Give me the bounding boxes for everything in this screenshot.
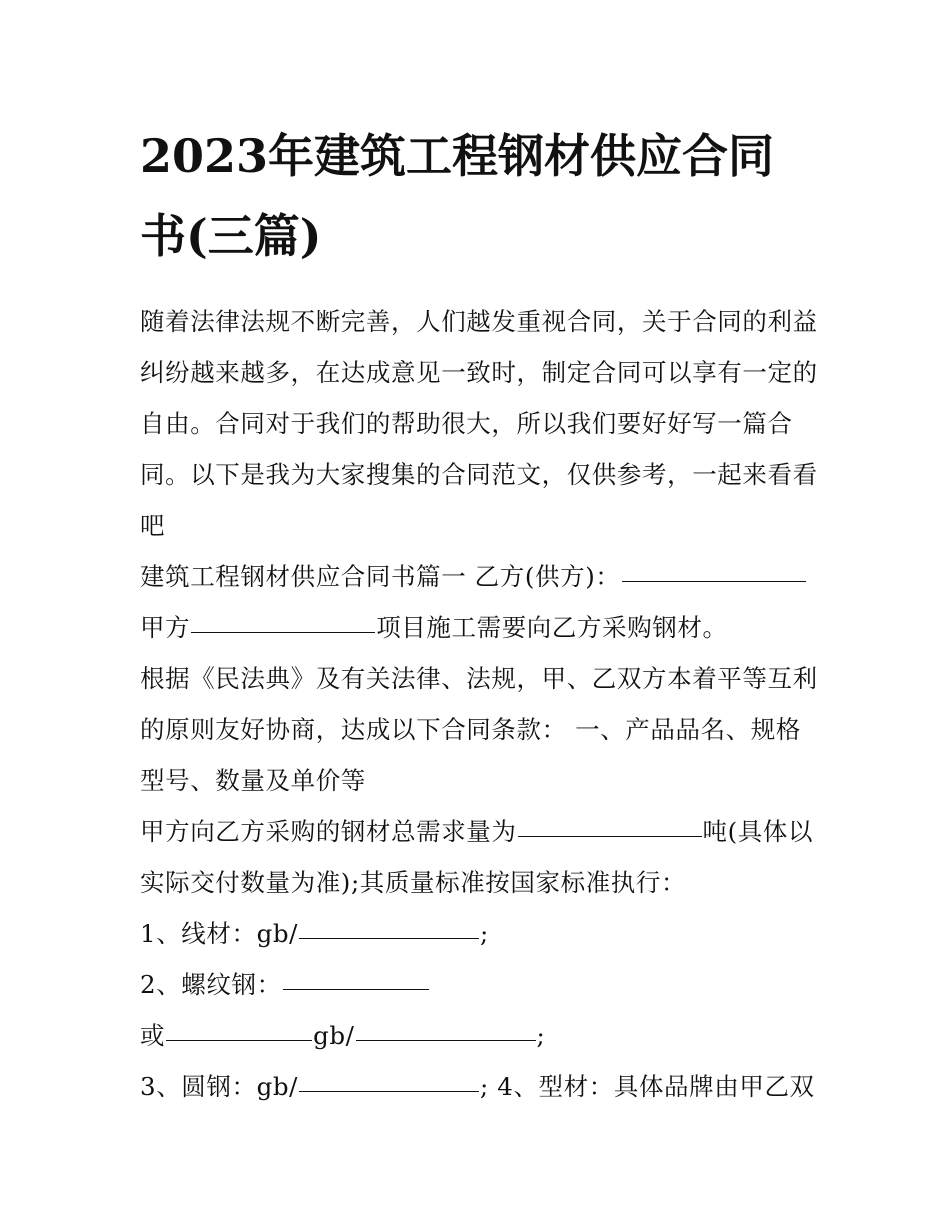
buyer-blank — [191, 608, 375, 634]
demand-suffix: 吨(具体以实际交付数量为准);其质量标准按国家标准执行： — [140, 817, 814, 897]
party-mid: 甲方 — [140, 613, 191, 642]
intro-paragraph: 随着法律法规不断完善，人们越发重视合同，关于合同的利益纠纷越来越多，在达成意见一致时，制定合同可以享有一定的自由。合同对于我们的帮助很大，所以我们要好好写一篇合同。以下是我为大家搜集的合同范文，仅供参考，一起来看看吧 — [140, 307, 818, 540]
item1-blank — [299, 914, 479, 940]
party-suffix: 项目施工需要向乙方采购钢材。 — [376, 613, 728, 642]
item-rebar-alt — [140, 1010, 820, 1061]
item2b-blank-b — [356, 1016, 536, 1042]
demand-paragraph — [140, 806, 820, 908]
item2b-blank-a — [166, 1016, 312, 1042]
item2-prefix: 2、螺纹钢： — [140, 970, 282, 999]
item2b-prefix: 或 — [140, 1021, 166, 1050]
document-page — [140, 116, 820, 1112]
party-prefix: 建筑工程钢材供应合同书篇一 乙方(供方)： — [140, 562, 621, 591]
item-wire-rod — [140, 908, 820, 959]
basis-paragraph: 根据《民法典》及有关法律、法规，甲、乙双方本着平等互利的原则友好协商，达成以下合同条款： 一、产品品名、规格型号、数量及单价等 — [140, 664, 818, 795]
item3-prefix: 3、圆钢：gb/ — [140, 1072, 299, 1101]
demand-prefix: 甲方向乙方采购的钢材总需求量为 — [140, 817, 517, 846]
item1-prefix: 1、线材：gb/ — [140, 919, 299, 948]
item3-blank — [299, 1067, 479, 1093]
item2-blank — [283, 965, 429, 991]
item3-suffix: ; 4、型材：具体品牌由甲乙双 — [480, 1072, 815, 1101]
supplier-blank — [622, 557, 806, 583]
party-paragraph — [140, 551, 820, 653]
quantity-blank — [518, 812, 702, 838]
item2b-mid: gb/ — [313, 1021, 355, 1050]
document-title: 2023年建筑工程钢材供应合同书(三篇) — [140, 129, 775, 263]
item1-suffix: ; — [480, 919, 489, 948]
item-rebar — [140, 959, 820, 1010]
item2b-suffix: ; — [536, 1021, 546, 1050]
item-round-steel — [140, 1061, 820, 1112]
